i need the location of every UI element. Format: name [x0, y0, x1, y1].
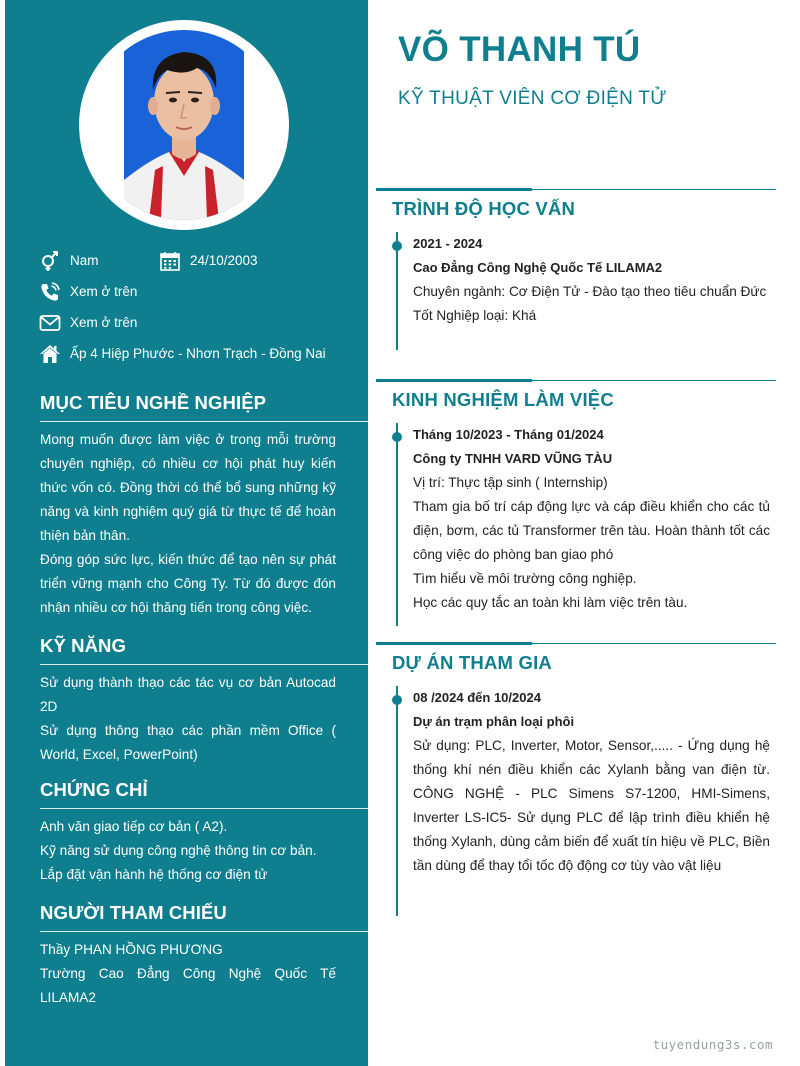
experience-entry	[396, 423, 770, 626]
certificate-item: Lắp đặt vận hành hệ thống cơ điện tử	[40, 867, 268, 882]
skill-item: Sử dụng thông thạo các phần mềm Office ( World, Excel, PowerPoint)	[40, 723, 336, 762]
contact-address-row	[39, 338, 359, 369]
avatar	[89, 30, 279, 220]
education-entry	[396, 232, 770, 350]
candidate-role: KỸ THUẬT VIÊN CƠ ĐIỆN TỬ	[398, 88, 667, 109]
section-divider	[376, 643, 776, 647]
skills-section	[40, 635, 368, 767]
certificates-section	[40, 779, 368, 887]
gender-icon	[39, 250, 61, 272]
references-section	[40, 902, 368, 1010]
experience-section	[376, 380, 776, 626]
calendar-icon	[159, 250, 181, 272]
email-value: Xem ở trên	[70, 315, 138, 330]
contact-email-row	[39, 307, 359, 338]
certificate-item: Anh văn giao tiếp cơ bản ( A2).	[40, 819, 228, 834]
objective-section	[40, 392, 368, 620]
education-period: 2021 - 2024	[413, 236, 483, 251]
certificates-title: CHỨNG CHỈ	[40, 779, 368, 809]
birthday-group	[159, 245, 258, 276]
experience-line: Tìm hiểu về môi trường công nghiệp.	[413, 571, 637, 586]
objective-paragraph: Đóng góp sức lực, kiến thức để tạo nên sự phát triển vững mạnh cho Công Ty. Từ đó được đón nhận nhiều cơ hội thăng tiến trong công việc.	[40, 552, 336, 615]
avatar-frame	[79, 20, 289, 230]
references-title: NGƯỜI THAM CHIẾU	[40, 902, 368, 932]
mail-icon	[39, 312, 61, 334]
phone-icon	[39, 281, 61, 303]
timeline-dot	[392, 241, 402, 251]
address-value: Ấp 4 Hiệp Phước - Nhơn Trạch - Đồng Nai	[70, 346, 326, 361]
certificate-item: Kỹ năng sử dụng công nghệ thông tin cơ bản.	[40, 843, 317, 858]
experience-title: KINH NGHIỆM LÀM VIỆC	[392, 389, 614, 410]
objective-body	[40, 422, 336, 620]
timeline-dot	[392, 695, 402, 705]
contact-info	[39, 245, 359, 369]
contact-phone-row	[39, 276, 359, 307]
reference-item: Trường Cao Đẳng Công Nghệ Quốc Tế LILAMA2	[40, 966, 336, 1005]
timeline-dot	[392, 432, 402, 442]
references-body	[40, 932, 336, 1010]
objective-paragraph: Mong muốn được làm việc ở trong mỗi trường chuyên nghiệp, có nhiều cơ hội phát huy kiến thức vốn có. Đồng thời có thể bổ sung những kỹ năng và kinh nghiệm quý giá từ thực tế để hoàn thiện bản thân.	[40, 432, 336, 543]
home-icon	[39, 343, 61, 365]
education-section	[376, 189, 776, 350]
skill-item: Sử dụng thành thạo các tác vụ cơ bản Autocad 2D	[40, 675, 336, 714]
experience-company: Công ty TNHH VARD VŨNG TÀU	[413, 451, 613, 466]
skills-title: KỸ NĂNG	[40, 635, 368, 665]
phone-value: Xem ở trên	[70, 284, 138, 299]
gender-value: Nam	[70, 253, 99, 268]
project-name: Dự án trạm phân loại phôi	[413, 714, 575, 729]
projects-section	[376, 643, 776, 916]
contact-gender-row	[39, 245, 359, 276]
projects-title: DỰ ÁN THAM GIA	[392, 652, 552, 673]
education-line: Chuyên ngành: Cơ Điện Tử - Đào tạo theo tiêu chuẩn Đức	[413, 284, 767, 299]
candidate-name: VÕ THANH TÚ	[398, 30, 641, 69]
project-period: 08 /2024 đến 10/2024	[413, 690, 541, 705]
experience-line: Học các quy tắc an toàn khi làm việc trên tàu.	[413, 595, 688, 610]
skills-body	[40, 665, 336, 767]
education-title: TRÌNH ĐỘ HỌC VẤN	[392, 198, 576, 219]
watermark: tuyendung3s.com	[652, 1037, 773, 1052]
project-entry	[396, 686, 770, 916]
sidebar	[5, 0, 368, 1066]
project-description: Sử dụng: PLC, Inverter, Motor, Sensor,..... - Ứng dụng hệ thống khí nén điều khiển các Xylanh bằng van điện từ. CÔNG NGHỆ - PLC Simens S7-1200, HMI-Simens, Inverter LS-IC5- Sử dụng PLC để lập trình điều khiển hệ thống Xylanh, dùng cảm biến để xuất tín hiệu về PLC, Biền tần dùng để thay tổi tốc độ động cơ tùy vào vật liệu	[413, 738, 770, 873]
birthday-value: 24/10/2003	[190, 253, 258, 268]
section-divider	[376, 189, 776, 193]
reference-item: Thầy PHAN HỒNG PHƯƠNG	[40, 942, 223, 957]
education-line: Tốt Nghiệp loại: Khá	[413, 308, 537, 323]
avatar-photo	[89, 30, 279, 220]
education-school: Cao Đẳng Công Nghệ Quốc Tế LILAMA2	[413, 260, 663, 275]
experience-line: Tham gia bố trí cáp động lực và cáp điều khiển cho các tủ điện, bơm, các tủ Transformer trên tàu. Hoàn thành tốt các công việc do phòng ban giao phó	[413, 499, 770, 562]
experience-line: Vị trí: Thực tập sinh ( Internship)	[413, 475, 608, 490]
experience-period: Tháng 10/2023 - Tháng 01/2024	[413, 427, 604, 442]
objective-title: MỤC TIÊU NGHỀ NGHIỆP	[40, 392, 368, 422]
certificates-body	[40, 809, 336, 887]
section-divider	[376, 380, 776, 384]
